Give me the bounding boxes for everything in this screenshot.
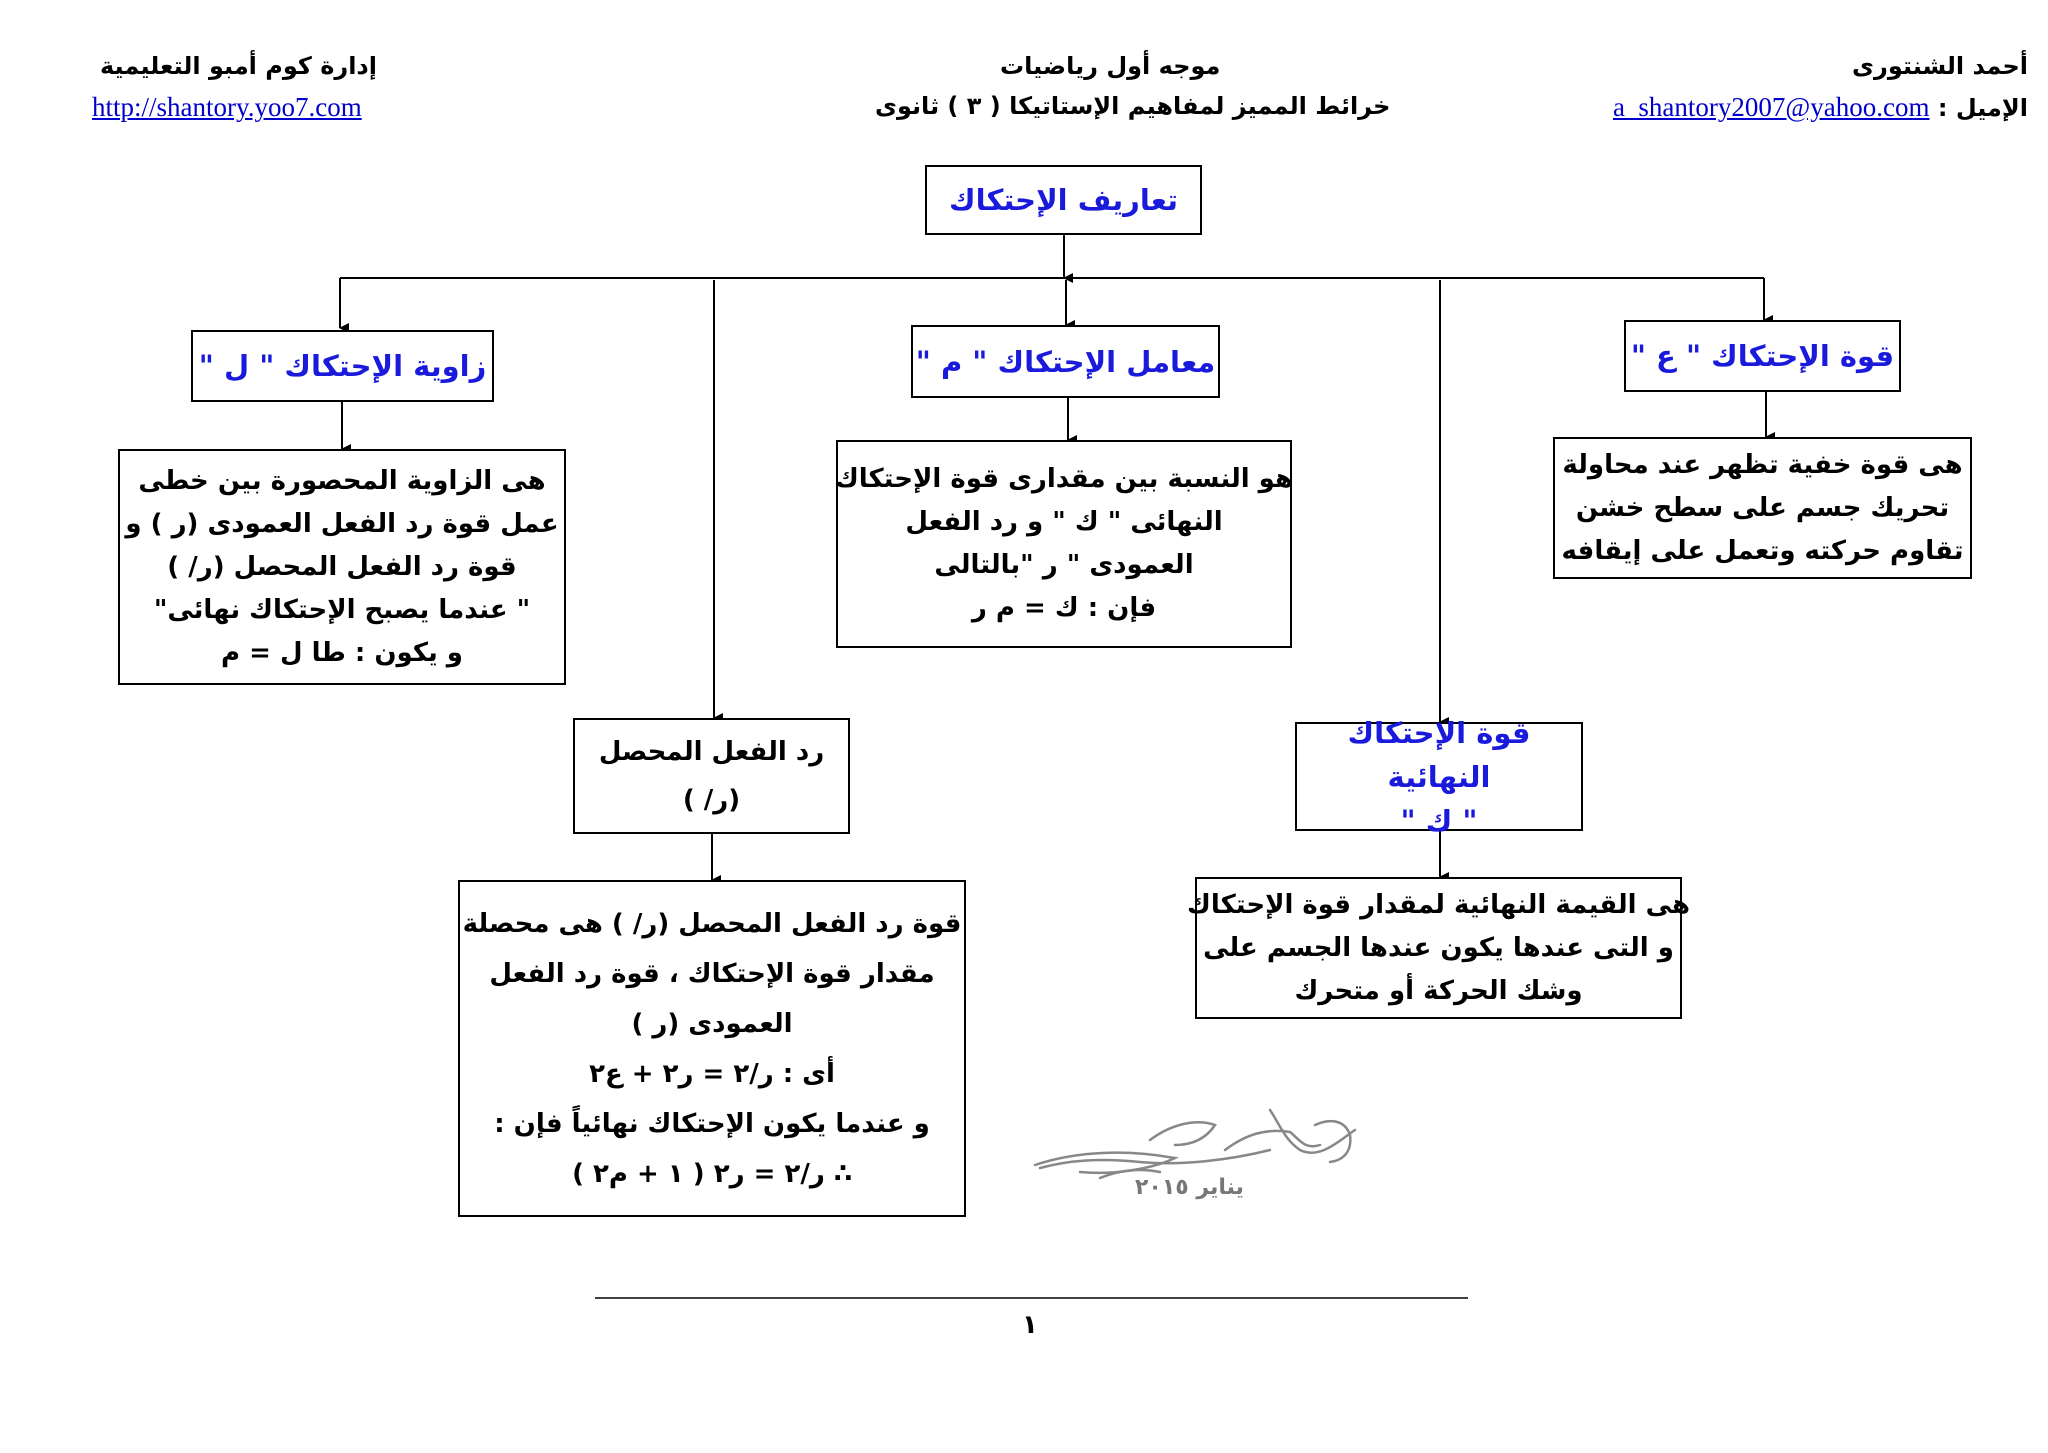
- page-number: ١: [1022, 1310, 1038, 1340]
- limiting-box: [1295, 715, 1583, 838]
- email-link[interactable]: a_shantory2007@yahoo.com: [1612, 92, 1930, 122]
- resultant-line-4: أى : ر/٢ = ر٢ + ع٢: [589, 1058, 835, 1089]
- angle-title: زاوية الإحتكاك " ل ": [198, 349, 487, 383]
- resultant-definition-box: [458, 880, 966, 1217]
- resultant-line-5: و عندما يكون الإحتكاك نهائياً فإن :: [494, 1108, 930, 1139]
- coefficient-title: معامل الإحتكاك " م ": [915, 344, 1216, 379]
- friction-force-definition-box: [1553, 437, 1972, 579]
- limiting-title-2: " ك ": [1400, 803, 1478, 838]
- root-title: تعاريف الإحتكاك: [949, 183, 1178, 217]
- angle-line-4: " عندما يصبح الإحتكاك نهائى": [153, 594, 531, 625]
- resultant-title-1: رد الفعل المحصل: [598, 737, 825, 767]
- signature-date: يناير ٢٠١٥: [1135, 1175, 1244, 1200]
- coefficient-box: [911, 325, 1220, 398]
- limiting-title-1: قوة الإحتكاك النهائية: [1347, 715, 1531, 794]
- author-name: أحمد الشنتورى: [1852, 52, 2028, 80]
- coefficient-line-1: هو النسبة بين مقدارى قوة الإحتكاك: [834, 464, 1294, 494]
- friction-force-line-1: هى قوة خفية تظهر عند محاولة: [1562, 449, 1963, 480]
- angle-line-3: قوة رد الفعل المحصل (ر/ ): [167, 551, 517, 582]
- resultant-box: [573, 718, 850, 834]
- author-title: موجه أول رياضيات: [1000, 52, 1221, 80]
- coefficient-line-3: العمودى " ر "بالتالى: [934, 550, 1194, 580]
- angle-line-2: عمل قوة رد الفعل العمودى (ر ) و: [125, 508, 559, 539]
- resultant-line-1: قوة رد الفعل المحصل (ر/ ) هى محصلة: [462, 908, 962, 939]
- administration-name: إدارة كوم أمبو التعليمية: [100, 52, 377, 80]
- limiting-definition-box: [1187, 877, 1690, 1019]
- email-label: الإميل :: [1937, 94, 2028, 122]
- limiting-line-3: وشك الحركة أو متحرك: [1294, 975, 1583, 1006]
- root-box: [925, 165, 1202, 235]
- resultant-title-2: (ر/ ): [682, 785, 741, 815]
- friction-force-line-3: تقاوم حركته وتعمل على إيقافه: [1561, 535, 1964, 566]
- limiting-line-2: و التى عندها يكون عندها الجسم على: [1203, 932, 1674, 963]
- website-link[interactable]: http://shantory.yoo7.com: [92, 92, 362, 122]
- signature-drawing: [1035, 1110, 1355, 1178]
- angle-box: [191, 330, 494, 402]
- resultant-line-6: ∴ ر/٢ = ر٢ ( ١ + م٢ ): [572, 1158, 852, 1189]
- angle-line-1: هى الزاوية المحصورة بين خطى: [138, 465, 546, 496]
- angle-line-5: و يكون : طا ل = م: [221, 637, 463, 668]
- coefficient-line-2: النهائى " ك " و رد الفعل: [905, 507, 1223, 537]
- resultant-line-2: مقدار قوة الإحتكاك ، قوة رد الفعل: [489, 958, 935, 989]
- coefficient-line-4: فإن : ك = م ر: [971, 593, 1157, 623]
- friction-force-box: [1624, 320, 1901, 392]
- friction-force-line-2: تحريك جسم على سطح خشن: [1575, 492, 1950, 523]
- limiting-line-1: هى القيمة النهائية لمقدار قوة الإحتكاك: [1187, 889, 1690, 920]
- document-subtitle: خرائط المميز لمفاهيم الإستاتيكا ( ٣ ) ثانوى: [875, 92, 1391, 120]
- resultant-line-3: العمودى (ر ): [631, 1008, 793, 1039]
- angle-definition-box: [118, 449, 566, 685]
- coefficient-definition-box: [836, 440, 1292, 648]
- friction-force-title: قوة الإحتكاك " ع ": [1630, 339, 1895, 373]
